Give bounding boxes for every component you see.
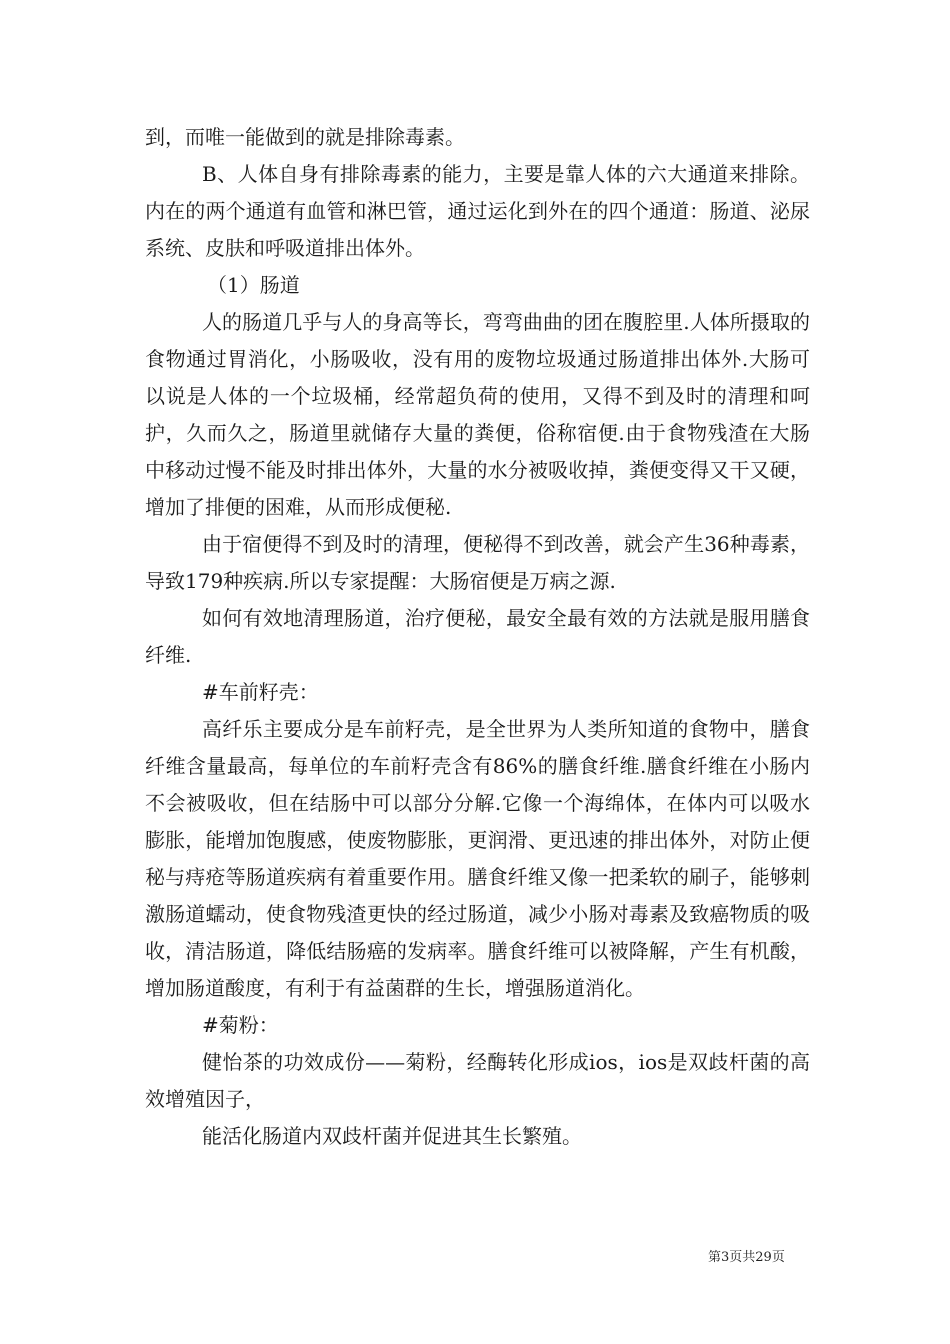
paragraph-toxins: 由于宿便得不到及时的清理，便秘得不到改善，就会产生36种毒素，导致179种疾病.所以专家提醒：大肠宿便是万病之源. (145, 532, 810, 593)
section-heading-intestine: （1）肠道 (207, 273, 300, 297)
paragraph-dietary-fiber: 如何有效地清理肠道，治疗便秘，最安全最有效的方法就是服用膳食纤维. (145, 606, 810, 667)
document-body (145, 119, 810, 1155)
section-heading-psyllium: #车前籽壳： (202, 680, 319, 704)
paragraph-inulin: 健怡茶的功效成份——菊粉，经酶转化形成ios，ios是双歧杆菌的高效增殖因子， (145, 1050, 810, 1111)
page-number: 第3页共29页 (708, 1250, 785, 1265)
section-heading-inulin: #菊粉： (202, 1013, 279, 1037)
paragraph-detox-channels: B、人体自身有排除毒素的能力，主要是靠人体的六大通道来排除。内在的两个通道有血管和淋巴管，通过运化到外在的四个通道：肠道、泌尿系统、皮肤和呼吸道排出体外。 (145, 162, 810, 260)
paragraph-intestine: 人的肠道几乎与人的身高等长，弯弯曲曲的团在腹腔里.人体所摄取的食物通过胃消化，小肠吸收，没有用的废物垃圾通过肠道排出体外.大肠可以说是人体的一个垃圾桶，经常超负荷的使用，又得不到及时的清理和呵护，久而久之，肠道里就储存大量的粪便，俗称宿便.由于食物残渣在大肠中移动过慢不能及时排出体外，大量的水分被吸收掉，粪便变得又干又硬，增加了排便的困难，从而形成便秘. (145, 310, 810, 519)
paragraph-continuation: 到，而唯一能做到的就是排除毒素。 (145, 125, 465, 149)
paragraph-bifidobacteria: 能活化肠道内双歧杆菌并促进其生长繁殖。 (202, 1124, 582, 1148)
paragraph-psyllium: 高纤乐主要成分是车前籽壳，是全世界为人类所知道的食物中，膳食纤维含量最高，每单位的车前籽壳含有86%的膳食纤维.膳食纤维在小肠内不会被吸收，但在结肠中可以部分分解.它像一个海绵体，在体内可以吸水膨胀，能增加饱腹感，使废物膨胀，更润滑、更迅速的排出体外，对防止便秘与痔疮等肠道疾病有着重要作用。膳食纤维又像一把柔软的刷子，能够刺激肠道蠕动，使食物残渣更快的经过肠道，减少小肠对毒素及致癌物质的吸收，清洁肠道，降低结肠癌的发病率。膳食纤维可以被降解，产生有机酸，增加肠道酸度，有利于有益菌群的生长，增强肠道消化。 (145, 717, 810, 1000)
